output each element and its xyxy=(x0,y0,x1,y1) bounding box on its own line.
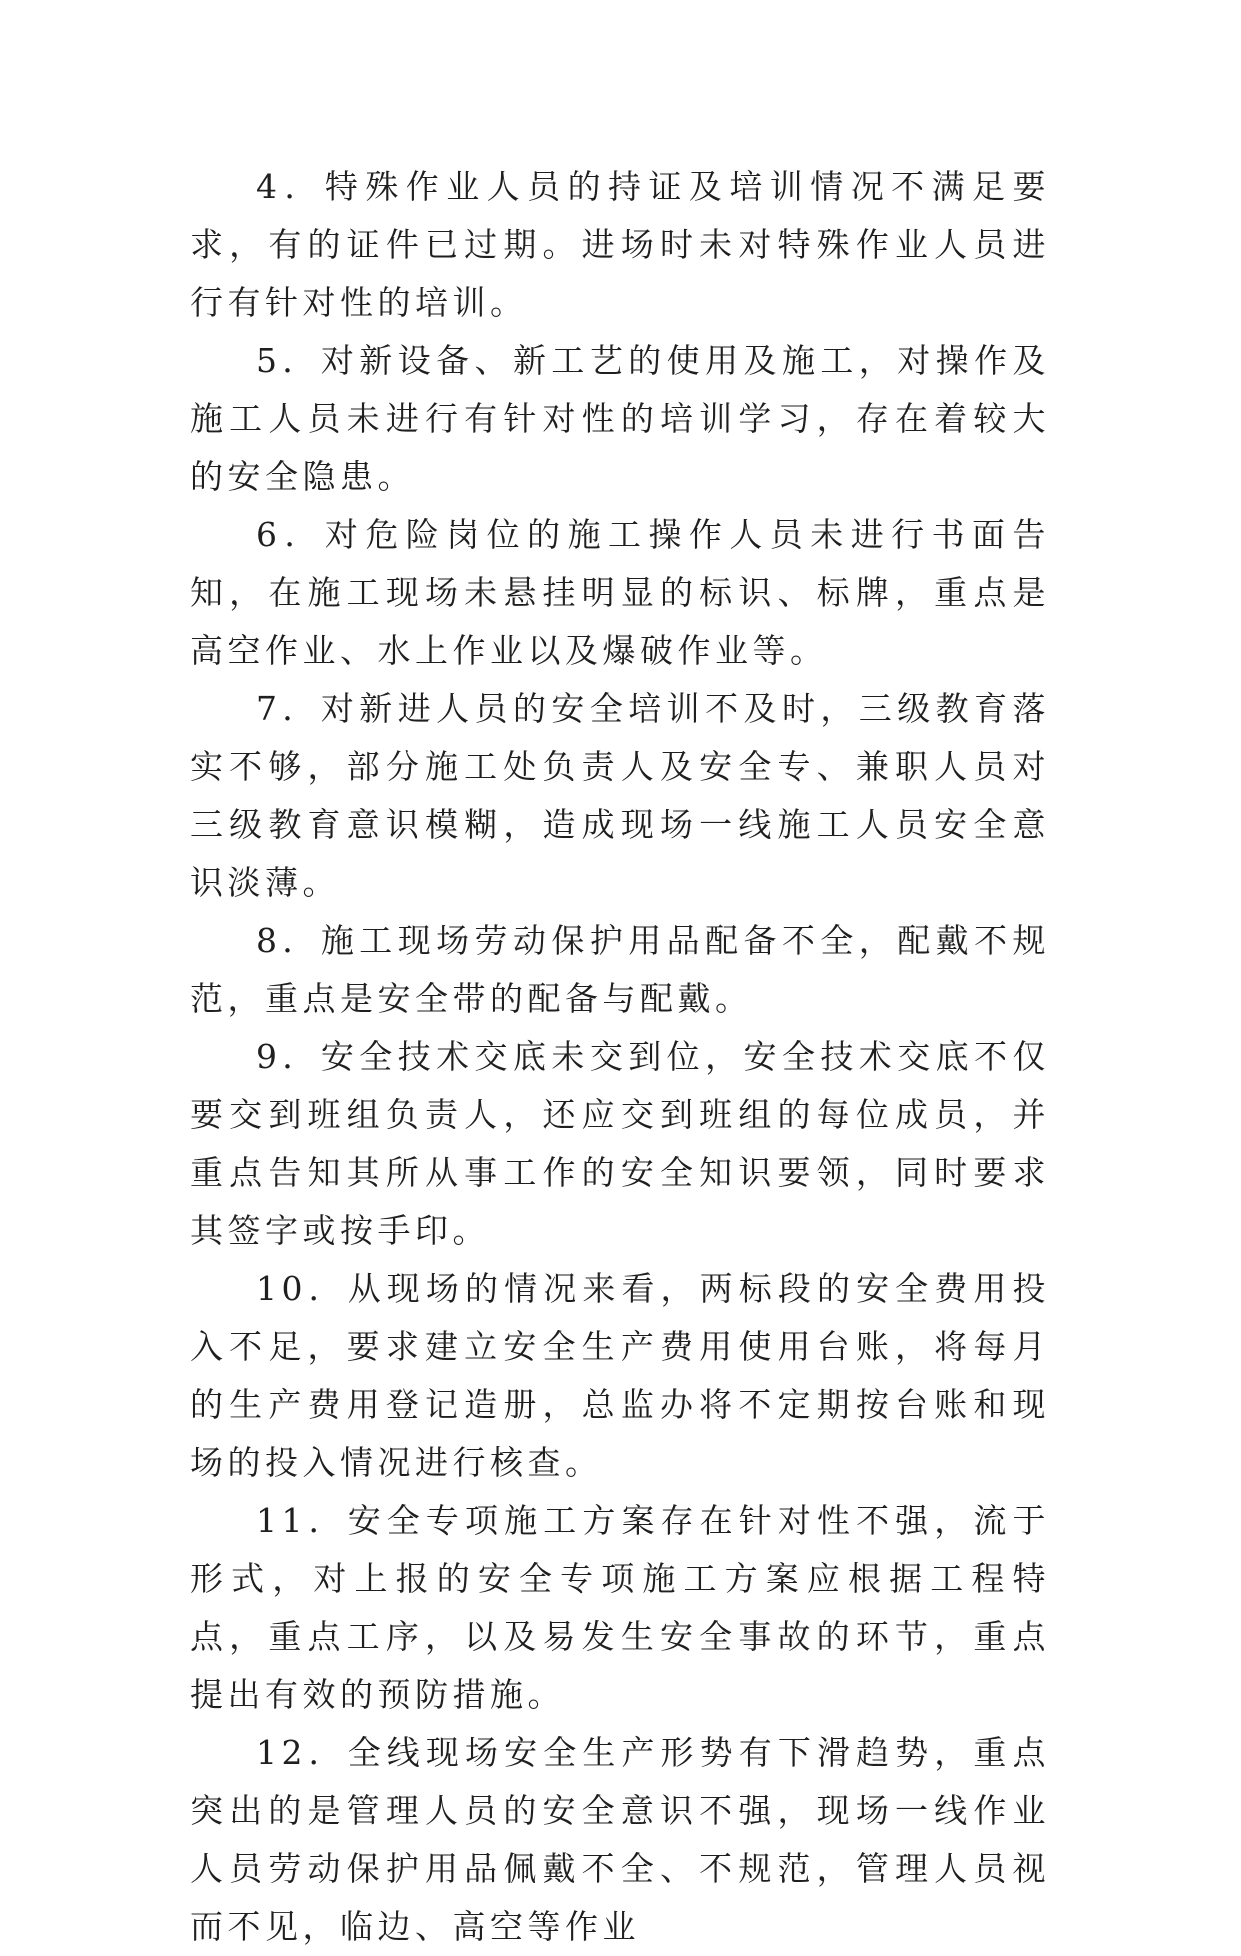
paragraph-item-8: 8．施工现场劳动保护用品配备不全，配戴不规范，重点是安全带的配备与配戴。 xyxy=(190,921,1050,1018)
paragraph-item-10: 10．从现场的情况来看，两标段的安全费用投入不足，要求建立安全生产费用使用台账，将每月的生产费用登记造册，总监办将不定期按台账和现场的投入情况进行核查。 xyxy=(190,1269,1050,1482)
paragraph-item-12: 12．全线现场安全生产形势有下滑趋势，重点突出的是管理人员的安全意识不强，现场一线作业人员劳动保护用品佩戴不全、不规范，管理人员视而不见，临边、高空等作业 xyxy=(190,1733,1050,1946)
paragraph-item-7: 7．对新进人员的安全培训不及时，三级教育落实不够，部分施工处负责人及安全专、兼职人员对三级教育意识模糊，造成现场一线施工人员安全意识淡薄。 xyxy=(190,689,1050,902)
paragraph-item-4: 4．特殊作业人员的持证及培训情况不满足要求，有的证件已过期。进场时未对特殊作业人员进行有针对性的培训。 xyxy=(190,167,1050,322)
paragraph-item-6: 6．对危险岗位的施工操作人员未进行书面告知，在施工现场未悬挂明显的标识、标牌，重点是高空作业、水上作业以及爆破作业等。 xyxy=(190,515,1050,670)
paragraph-item-5: 5．对新设备、新工艺的使用及施工，对操作及施工人员未进行有针对性的培训学习，存在着较大的安全隐患。 xyxy=(190,341,1050,496)
paragraph-item-9: 9．安全技术交底未交到位，安全技术交底不仅要交到班组负责人，还应交到班组的每位成员，并重点告知其所从事工作的安全知识要领，同时要求其签字或按手印。 xyxy=(190,1037,1050,1250)
paragraph-item-11: 11．安全专项施工方案存在针对性不强，流于形式，对上报的安全专项施工方案应根据工程特点，重点工序，以及易发生安全事故的环节，重点提出有效的预防措施。 xyxy=(190,1501,1050,1714)
document-body xyxy=(190,158,1050,1956)
